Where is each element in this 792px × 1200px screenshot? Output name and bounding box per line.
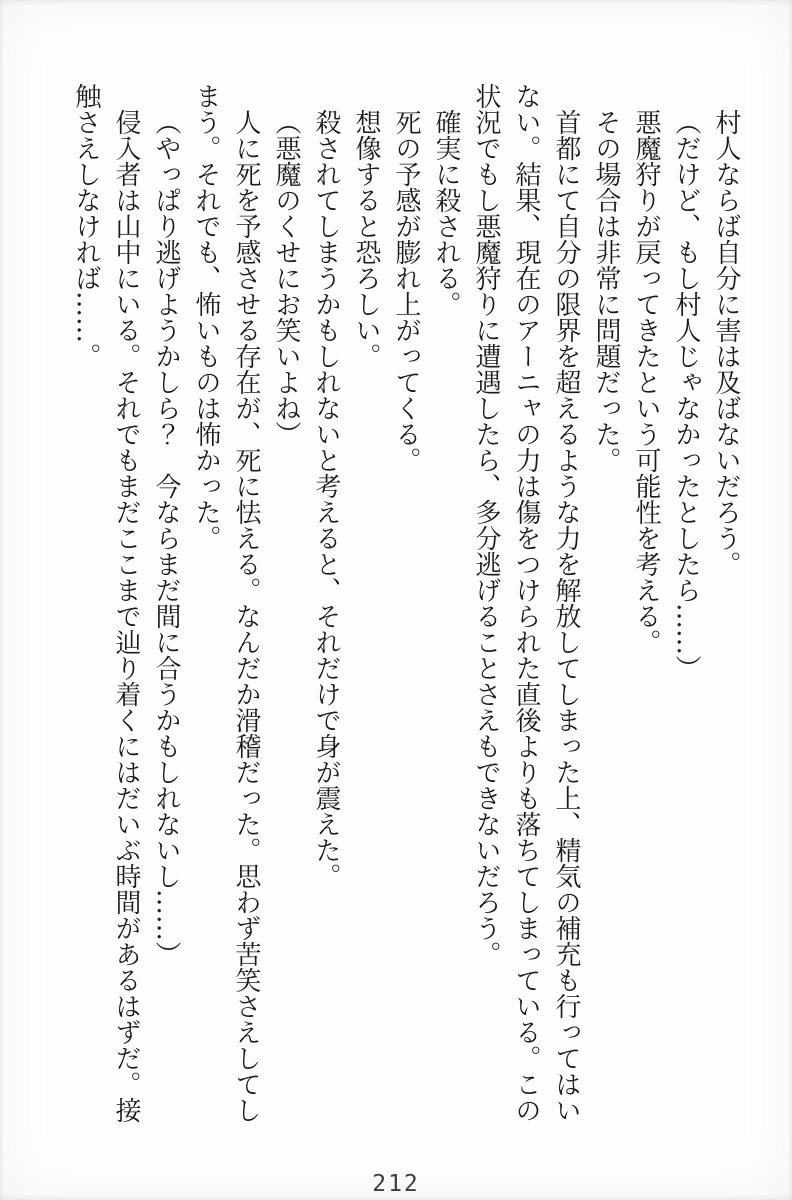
paragraph: （悪魔のくせにお笑いよね） <box>271 109 301 447</box>
paragraph: 確実に殺される。 <box>431 109 461 317</box>
paragraph: 首都にて自分の限界を超えるような力を解放してしまった上、精気の補充も行ってはいない。結果、現在のアーニャの力は傷をつけられた直後よりも落ちてしまっている。この状況でもし悪魔狩りに遭遇したら、多分逃げることさえもできないだろう。 <box>471 83 581 1123</box>
paragraph: 侵入者は山中にいる。それでもまだここまで辿り着くにはだいぶ時間があるはずだ。接触さえしなければ……。 <box>71 83 141 1123</box>
page-number: 212 <box>372 1171 420 1197</box>
paragraph: 想像すると恐ろしい。 <box>351 109 381 369</box>
paragraph: 村人ならば自分に害は及ばないだろう。 <box>711 109 741 577</box>
paragraph: 人に死を予感させる存在が、死に怯える。なんだか滑稽だった。思わず苦笑さえしてしまう。それでも、怖いものは怖かった。 <box>191 83 261 1123</box>
paragraph: 悪魔狩りが戻ってきたという可能性を考える。 <box>631 109 661 655</box>
paragraph: 死の予感が膨れ上がってくる。 <box>391 109 421 473</box>
novel-text-block <box>66 83 746 1123</box>
paragraph: その場合は非常に問題だった。 <box>591 109 621 473</box>
paragraph: （やっぱり逃げようかしら？ 今ならまだ間に合うかもしれないし……） <box>151 109 181 967</box>
paragraph: 殺されてしまうかもしれないと考えると、それだけで身が震えた。 <box>311 109 341 889</box>
paragraph: （だけど、もし村人じゃなかったとしたら……） <box>671 109 701 681</box>
